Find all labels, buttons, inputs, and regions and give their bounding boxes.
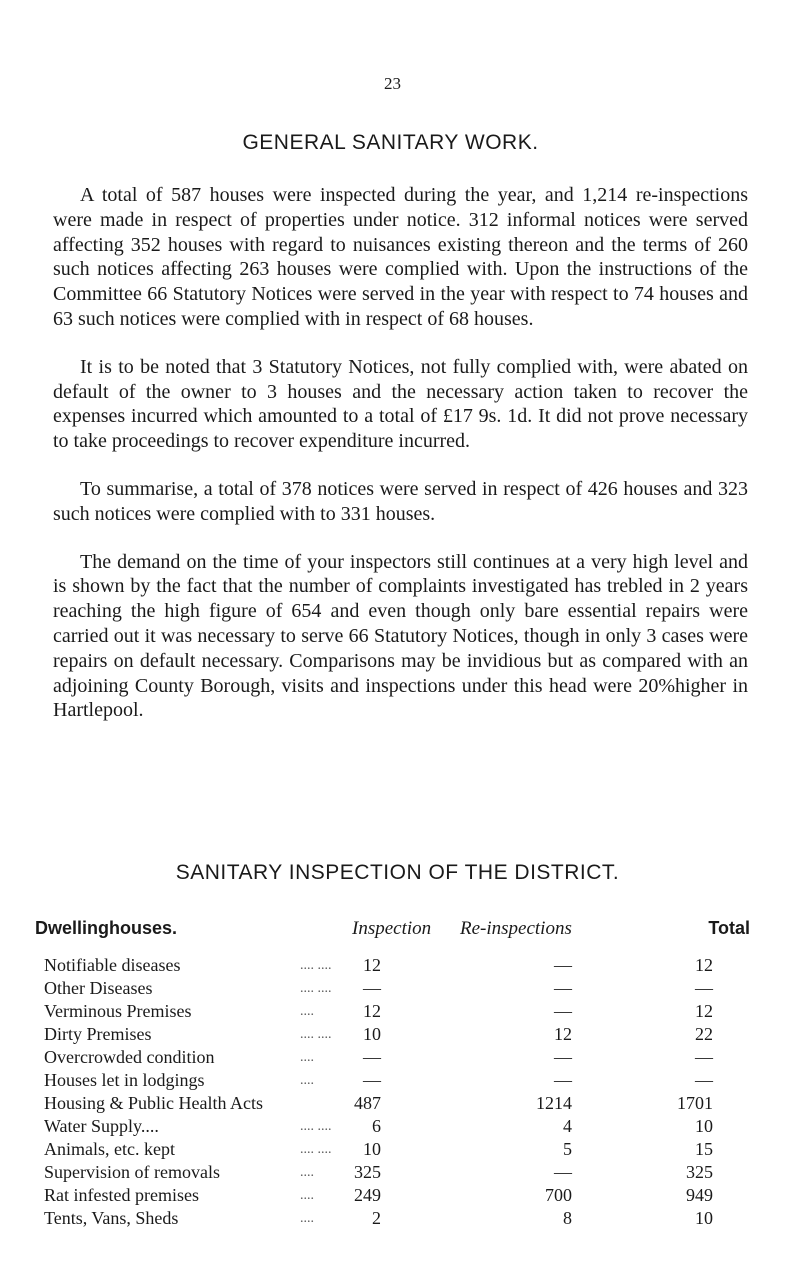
- row-total: 949: [686, 1185, 713, 1205]
- row-label: Animals, etc. kept: [44, 1139, 175, 1159]
- row-leader-dots: ....: [300, 1165, 314, 1180]
- row-total: 1701: [677, 1093, 713, 1113]
- paragraph-4: The demand on the time of your inspectors still continues at a very high level and is shown by the fact that the number of complaints investigated has trebled in 2 years reaching the high figure of 654 and even though only bare essential repairs were carried out it was necessary to serve 66 Statutory Notices, though in only 3 cases were repairs on default necessary. Comparisons may be invidious but as compared with an adjoining County Borough, visits and inspections under this head were 20%higher in Hartlepool.: [53, 550, 748, 722]
- row-total: —: [695, 1070, 713, 1090]
- table-row: [35, 1115, 750, 1138]
- table-row: [35, 1184, 750, 1207]
- table-row: [35, 1023, 750, 1046]
- table-row: [35, 1207, 750, 1230]
- row-inspection: 249: [354, 1185, 381, 1205]
- header-inspection: Inspection: [352, 918, 432, 939]
- row-leader-dots: ....: [300, 1073, 314, 1088]
- row-inspection: —: [363, 1070, 381, 1090]
- table-row: [35, 977, 750, 1000]
- row-inspection: 10: [363, 1024, 381, 1044]
- row-label: Water Supply....: [44, 1116, 159, 1136]
- row-reinspections: 4: [563, 1116, 572, 1136]
- section-title-general-sanitary-work: GENERAL SANITARY WORK.: [242, 131, 539, 154]
- row-reinspections: —: [554, 955, 572, 975]
- row-total: 10: [695, 1208, 713, 1228]
- row-inspection: 325: [354, 1162, 381, 1182]
- row-total: 12: [695, 955, 713, 975]
- table-header: [35, 918, 750, 946]
- table-row: [35, 954, 750, 977]
- row-label: Other Diseases: [44, 978, 153, 998]
- row-label: Overcrowded condition: [44, 1047, 215, 1067]
- row-reinspections: —: [554, 978, 572, 998]
- table-row: [35, 1092, 750, 1115]
- table-row: [35, 1000, 750, 1023]
- row-inspection: —: [363, 1047, 381, 1067]
- row-leader-dots: ....: [300, 1050, 314, 1065]
- table-row: [35, 1046, 750, 1069]
- row-label: Dirty Premises: [44, 1024, 152, 1044]
- table-row: [35, 1069, 750, 1092]
- row-label: Verminous Premises: [44, 1001, 192, 1021]
- row-leader-dots: .... ....: [300, 1027, 332, 1042]
- row-total: 10: [695, 1116, 713, 1136]
- table-row: [35, 1138, 750, 1161]
- paragraph-1: A total of 587 houses were inspected during the year, and 1,214 re-inspections were made in respect of properties under notice. 312 informal notices were served affecting 352 houses with regard to nuisances existing thereon and the terms of 260 such notices affecting 263 houses were complied with. Upon the instructions of the Committee 66 Statutory Notices were served in the year with respect to 74 houses and 63 such notices were complied with in respect of 68 houses.: [53, 184, 748, 330]
- row-leader-dots: .... ....: [300, 981, 332, 996]
- row-total: —: [695, 1047, 713, 1067]
- inspection-table: [35, 918, 750, 1230]
- row-inspection: 6: [372, 1116, 381, 1136]
- body-text: [53, 183, 748, 746]
- row-label: Houses let in lodgings: [44, 1070, 205, 1090]
- row-reinspections: —: [554, 1162, 572, 1182]
- row-leader-dots: .... ....: [300, 1119, 332, 1134]
- header-reinspections: Re-inspections: [460, 918, 572, 939]
- row-inspection: 12: [363, 1001, 381, 1021]
- row-reinspections: 700: [545, 1185, 572, 1205]
- row-reinspections: 8: [563, 1208, 572, 1228]
- row-label: Notifiable diseases: [44, 955, 181, 975]
- row-inspection: 12: [363, 955, 381, 975]
- row-reinspections: 1214: [536, 1093, 572, 1113]
- row-total: 12: [695, 1001, 713, 1021]
- row-total: —: [695, 978, 713, 998]
- row-leader-dots: .... ....: [300, 1142, 332, 1157]
- header-dwellinghouses: Dwellinghouses.: [35, 918, 178, 938]
- row-total: 22: [695, 1024, 713, 1044]
- row-total: 325: [686, 1162, 713, 1182]
- row-label: Tents, Vans, Sheds: [44, 1208, 179, 1228]
- row-label: Rat infested premises: [44, 1185, 199, 1205]
- row-inspection: 2: [372, 1208, 381, 1228]
- row-leader-dots: .... ....: [300, 958, 332, 973]
- row-inspection: 487: [354, 1093, 381, 1113]
- row-label: Supervision of removals: [44, 1162, 220, 1182]
- row-reinspections: 5: [563, 1139, 572, 1159]
- row-reinspections: 12: [554, 1024, 572, 1044]
- paragraph-3: To summarise, a total of 378 notices were served in respect of 426 houses and 323 such notices were complied with to 331 houses.: [53, 477, 748, 525]
- row-reinspections: —: [554, 1070, 572, 1090]
- section-title-sanitary-inspection: SANITARY INSPECTION OF THE DISTRICT.: [175, 861, 620, 884]
- table-body: [35, 954, 750, 1230]
- paragraph-2: It is to be noted that 3 Statutory Notices, not fully complied with, were abated on default of the owner to 3 houses and the necessary action taken to recover the expenses incurred which amounted to a total of £17 9s. 1d. It did not prove necessary to take proceedings to recover expenditure incurred.: [53, 355, 748, 453]
- page-number: 23: [384, 74, 401, 93]
- row-inspection: —: [363, 978, 381, 998]
- row-leader-dots: ....: [300, 1004, 314, 1019]
- row-leader-dots: ....: [300, 1188, 314, 1203]
- header-total: Total: [708, 918, 750, 938]
- row-leader-dots: ....: [300, 1211, 314, 1226]
- row-total: 15: [695, 1139, 713, 1159]
- row-reinspections: —: [554, 1001, 572, 1021]
- row-label: Housing & Public Health Acts: [44, 1093, 263, 1113]
- row-reinspections: —: [554, 1047, 572, 1067]
- table-row: [35, 1161, 750, 1184]
- row-inspection: 10: [363, 1139, 381, 1159]
